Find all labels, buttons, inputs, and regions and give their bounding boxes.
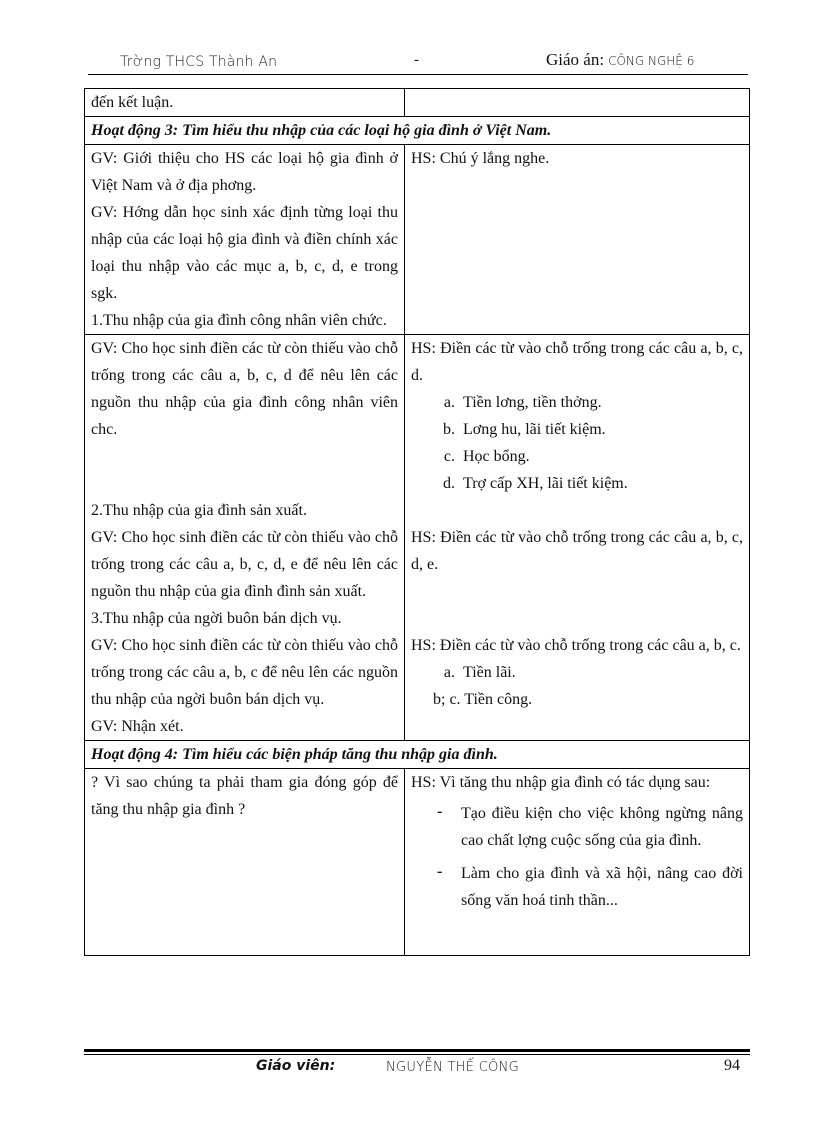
- row4-right-intro: HS: Điền các từ vào chỗ trống trong các câu a, b, c.: [411, 637, 741, 654]
- footer-divider-thin: [84, 1054, 750, 1055]
- list-item: a. Tiền lãi.: [459, 659, 743, 686]
- table-row: [85, 497, 750, 632]
- teacher-cell: [85, 632, 405, 741]
- answer-list: [411, 389, 743, 497]
- section-heading-3: Hoạt động 3: Tìm hiểu thu nhập của các loại hộ gia đình ở Việt Nam.: [85, 117, 750, 145]
- lesson-plan-label: [546, 50, 694, 70]
- page-number: 94: [724, 1057, 740, 1074]
- teacher-cell: [85, 145, 405, 335]
- row3-left-heading: 2.Thu nhập của gia đình sản xuất.: [91, 502, 307, 519]
- row3-left-text: GV: Cho học sinh điền các từ còn thiếu vào chỗ trống trong các câu a, b, c, d, e để nêu lên các nguồn thu nhập của gia đình đình sản xuất.: [91, 529, 398, 600]
- table-row: [85, 335, 750, 498]
- teacher-cell: [85, 497, 405, 632]
- student-cell: [405, 335, 750, 498]
- lesson-table: [84, 88, 750, 956]
- student-cell: [405, 497, 750, 632]
- row1-left-para: 1.Thu nhập của gia đình công nhân viên chức.: [91, 312, 387, 329]
- row0-left-text: đến kết luận.: [91, 94, 174, 111]
- list-item: - Tạo điều kiện cho việc không ngừng nâng cao chất lợng cuộc sống của gia đình.: [411, 800, 743, 854]
- row2-left-text: GV: Cho học sinh điền các từ còn thiếu vào chỗ trống trong các câu a, b, c, d để nêu lên các nguồn thu nhập của gia đình công nhân viên chc.: [91, 340, 398, 438]
- table-row: [85, 145, 750, 335]
- teacher-cell: [85, 89, 405, 117]
- student-cell: [405, 89, 750, 117]
- footer-divider: [84, 1049, 750, 1052]
- list-item: - Làm cho gia đình và xã hội, nâng cao đời sống văn hoá tinh thần...: [411, 860, 743, 914]
- row4-left-note: GV: Nhận xét.: [91, 718, 184, 735]
- section-row: [85, 741, 750, 769]
- teacher-label: Giáo viên:: [256, 1058, 336, 1074]
- table-row: [85, 89, 750, 117]
- row3-left-heading2: 3.Thu nhập của ngời buôn bán dịch vụ.: [91, 610, 342, 627]
- row5-right-intro: HS: Vì tăng thu nhập gia đình có tác dụng sau:: [411, 774, 711, 791]
- page-header: [88, 48, 748, 75]
- teacher-cell: [85, 335, 405, 498]
- section-row: [85, 117, 750, 145]
- teacher-name: NGUYỄN THẾ CÔNG: [386, 1060, 519, 1075]
- student-cell: [405, 632, 750, 741]
- list-item: a. Tiền lơng, tiền thởng.: [459, 389, 743, 416]
- row3-right-text: HS: Điền các từ vào chỗ trống trong các câu a, b, c, d, e.: [411, 529, 743, 573]
- list-item: d. Trợ cấp XH, lãi tiết kiệm.: [459, 470, 743, 497]
- list-item: b. Lơng hu, lãi tiết kiệm.: [459, 416, 743, 443]
- benefit-list: [411, 800, 743, 914]
- subject-name: CÔNG NGHỆ 6: [608, 54, 695, 68]
- school-name: Trờng THCS Thành An: [120, 54, 278, 70]
- answer-list: [411, 659, 743, 686]
- table-row: [85, 632, 750, 741]
- row1-left-para: GV: Hớng dẫn học sinh xác định từng loại thu nhập của các loại hộ gia đình và điền chính xác loại thu nhập vào các mục a, b, c, d, e trong sgk.: [91, 204, 398, 302]
- row1-right-text: HS: Chú ý lắng nghe.: [411, 150, 550, 167]
- list-item: c. Học bổng.: [459, 443, 743, 470]
- table-row: [85, 769, 750, 956]
- teacher-cell: [85, 769, 405, 956]
- plan-label: Giáo án:: [546, 50, 605, 69]
- row5-left-text: ? Vì sao chúng ta phải tham gia đóng góp để tăng thu nhập gia đình ?: [91, 774, 398, 818]
- row4-left-text: GV: Cho học sinh điền các từ còn thiếu vào chỗ trống trong các câu a, b, c để nêu lên các nguồn thu nhập của ngời buôn bán dịch vụ.: [91, 637, 398, 708]
- spacer: [411, 497, 743, 524]
- section-heading-4: Hoạt động 4: Tìm hiểu các biện pháp tăng thu nhập gia đình.: [85, 741, 750, 769]
- header-separator: -: [414, 52, 419, 68]
- row1-left-para: GV: Giới thiệu cho HS các loại hộ gia đình ở Việt Nam và ở địa phơng.: [91, 150, 398, 194]
- row4-right-item-bc: b; c. Tiền công.: [433, 691, 533, 708]
- student-cell: [405, 145, 750, 335]
- row2-right-intro: HS: Điền các từ vào chỗ trống trong các câu a, b, c, d.: [411, 340, 743, 384]
- student-cell: [405, 769, 750, 956]
